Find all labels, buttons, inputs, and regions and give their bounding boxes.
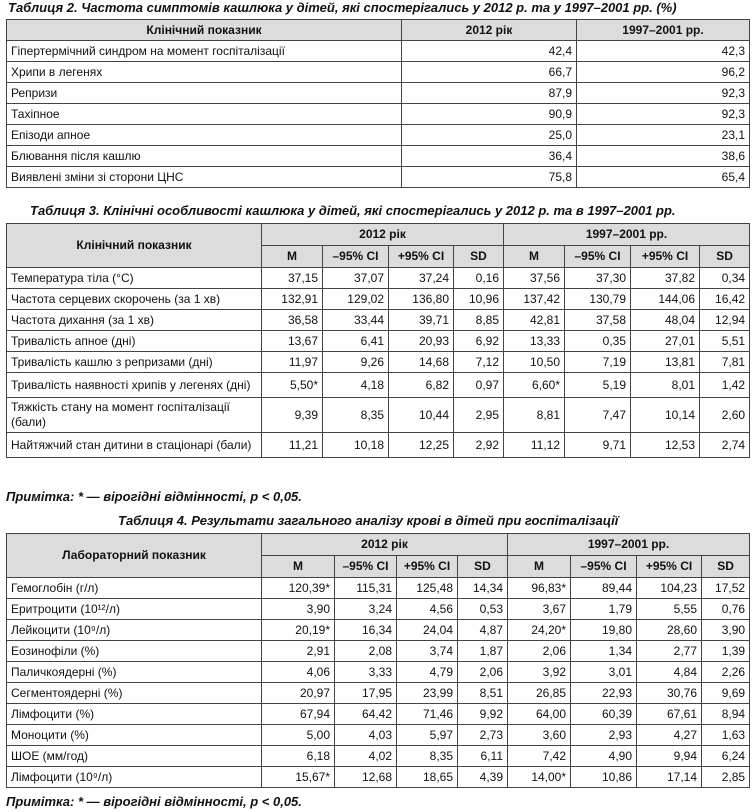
table4-cell: 1,87 xyxy=(458,641,508,662)
table3-row-label: Тривалість апное (дні) xyxy=(7,331,262,352)
table4-cell: 2,08 xyxy=(335,641,397,662)
table3-cell: 12,94 xyxy=(700,310,750,331)
table4-cell: 20,97 xyxy=(262,683,335,704)
table3-row-label: Тяжкість стану на момент госпіталізації (бали) xyxy=(7,398,262,433)
table3-cell: 13,81 xyxy=(631,352,700,373)
table3-cell: 144,06 xyxy=(631,289,700,310)
table4-cell: 115,31 xyxy=(335,578,397,599)
table3-cell: 5,51 xyxy=(700,331,750,352)
table4-cell: 24,04 xyxy=(397,620,458,641)
table4-cell: 104,23 xyxy=(637,578,702,599)
table3-cell: 27,01 xyxy=(631,331,700,352)
table4-cell: 8,51 xyxy=(458,683,508,704)
table2-cell: 65,4 xyxy=(577,167,750,188)
table2-header-1997: 1997–2001 рр. xyxy=(577,20,750,41)
table4-cell: 28,60 xyxy=(637,620,702,641)
table3-cell: 0,35 xyxy=(565,331,631,352)
table3-row-label: Частота серцевих скорочень (за 1 хв) xyxy=(7,289,262,310)
table3-cell: 2,95 xyxy=(454,398,504,433)
table4-subheader: –95% CI xyxy=(571,556,637,578)
table4-cell: 2,06 xyxy=(458,662,508,683)
table2-header-label: Клінічний показник xyxy=(7,20,402,41)
table3-cell: 8,35 xyxy=(323,398,389,433)
table4-cell: 125,48 xyxy=(397,578,458,599)
table3-cell: 10,14 xyxy=(631,398,700,433)
table3-cell: 9,71 xyxy=(565,433,631,458)
table4-subheader: M xyxy=(508,556,571,578)
table3 xyxy=(6,223,750,458)
table4-cell: 16,34 xyxy=(335,620,397,641)
table3-cell: 12,25 xyxy=(389,433,454,458)
table4-cell: 60,39 xyxy=(571,704,637,725)
table4-subheader: M xyxy=(262,556,335,578)
table4-cell: 3,92 xyxy=(508,662,571,683)
table2-row-label: Тахіпное xyxy=(7,104,402,125)
table3-row-label: Температура тіла (°С) xyxy=(7,268,262,289)
table4-note: Примітка: * — вірогідні відмінності, p < 0,05. xyxy=(6,794,302,809)
table3-cell: 0,34 xyxy=(700,268,750,289)
table4-cell: 26,85 xyxy=(508,683,571,704)
table3-cell: 37,58 xyxy=(565,310,631,331)
table4-cell: 89,44 xyxy=(571,578,637,599)
table3-cell: 2,60 xyxy=(700,398,750,433)
table4-subheader: –95% CI xyxy=(335,556,397,578)
table4-subheader: SD xyxy=(458,556,508,578)
table3-row-label: Тривалість кашлю з репризами (дні) xyxy=(7,352,262,373)
table4-cell: 9,69 xyxy=(702,683,750,704)
table4-header-row xyxy=(7,534,750,556)
table4-cell: 67,94 xyxy=(262,704,335,725)
table3-row xyxy=(7,289,750,310)
table3-group-1997: 1997–2001 рр. xyxy=(504,224,750,246)
table2-cell: 38,6 xyxy=(577,146,750,167)
table3-row xyxy=(7,373,750,398)
table3-cell: 8,85 xyxy=(454,310,504,331)
table4-subheader: SD xyxy=(702,556,750,578)
table4-cell: 4,84 xyxy=(637,662,702,683)
table3-subheader: M xyxy=(504,246,565,268)
table4-cell: 17,52 xyxy=(702,578,750,599)
table3-cell: 7,12 xyxy=(454,352,504,373)
table4-cell: 14,34 xyxy=(458,578,508,599)
table2-row xyxy=(7,146,750,167)
table3-cell: 37,15 xyxy=(262,268,323,289)
table4-row-label: Еозинофіли (%) xyxy=(7,641,262,662)
table4-cell: 4,06 xyxy=(262,662,335,683)
table4-row xyxy=(7,725,750,746)
table4-cell: 1,39 xyxy=(702,641,750,662)
table4-header-label: Лабораторний показник xyxy=(7,534,262,578)
table3-cell: 8,81 xyxy=(504,398,565,433)
table3-row xyxy=(7,331,750,352)
table4-cell: 30,76 xyxy=(637,683,702,704)
table3-cell: 6,60* xyxy=(504,373,565,398)
table4-cell: 64,00 xyxy=(508,704,571,725)
table4-cell: 5,55 xyxy=(637,599,702,620)
table4-cell: 4,02 xyxy=(335,746,397,767)
table4-cell: 5,97 xyxy=(397,725,458,746)
table2-row xyxy=(7,41,750,62)
table4-cell: 3,67 xyxy=(508,599,571,620)
table4-cell: 2,93 xyxy=(571,725,637,746)
table4-cell: 4,90 xyxy=(571,746,637,767)
table3-cell: 6,41 xyxy=(323,331,389,352)
table2-cell: 92,3 xyxy=(577,104,750,125)
table4-cell: 6,11 xyxy=(458,746,508,767)
table4-row xyxy=(7,599,750,620)
table4-cell: 3,60 xyxy=(508,725,571,746)
table4-cell: 5,00 xyxy=(262,725,335,746)
table2-row xyxy=(7,104,750,125)
table3-cell: 7,19 xyxy=(565,352,631,373)
table4-row-label: Сегментоядерні (%) xyxy=(7,683,262,704)
table3-subheader: –95% CI xyxy=(323,246,389,268)
table4-cell: 4,39 xyxy=(458,767,508,788)
table4-cell: 71,46 xyxy=(397,704,458,725)
table3-cell: 9,26 xyxy=(323,352,389,373)
table4-cell: 8,35 xyxy=(397,746,458,767)
table4-cell: 2,91 xyxy=(262,641,335,662)
table4-cell: 3,90 xyxy=(702,620,750,641)
table3-cell: 136,80 xyxy=(389,289,454,310)
table2-cell: 25,0 xyxy=(402,125,577,146)
table4-row-label: Гемоглобін (г/л) xyxy=(7,578,262,599)
table4-cell: 18,65 xyxy=(397,767,458,788)
table2-cell: 92,3 xyxy=(577,83,750,104)
table4-cell: 2,06 xyxy=(508,641,571,662)
table2-cell: 23,1 xyxy=(577,125,750,146)
table4-cell: 3,33 xyxy=(335,662,397,683)
table4-row xyxy=(7,620,750,641)
table3-cell: 7,81 xyxy=(700,352,750,373)
table3-cell: 0,16 xyxy=(454,268,504,289)
table3-cell: 10,18 xyxy=(323,433,389,458)
table3-note: Примітка: * — вірогідні відмінності, p < 0,05. xyxy=(6,489,302,504)
table4-cell: 7,42 xyxy=(508,746,571,767)
table4-cell: 1,63 xyxy=(702,725,750,746)
table2-row xyxy=(7,83,750,104)
table2 xyxy=(6,19,750,188)
table4-cell: 0,53 xyxy=(458,599,508,620)
table4-cell: 14,00* xyxy=(508,767,571,788)
table2-cell: 87,9 xyxy=(402,83,577,104)
table3-cell: 37,56 xyxy=(504,268,565,289)
table4-row xyxy=(7,683,750,704)
table2-row xyxy=(7,62,750,83)
table2-row xyxy=(7,167,750,188)
table3-cell: 20,93 xyxy=(389,331,454,352)
table3-cell: 11,12 xyxy=(504,433,565,458)
table4-cell: 8,94 xyxy=(702,704,750,725)
table3-cell: 13,33 xyxy=(504,331,565,352)
table4-cell: 67,61 xyxy=(637,704,702,725)
table4-row xyxy=(7,578,750,599)
table3-cell: 42,81 xyxy=(504,310,565,331)
table3-cell: 12,53 xyxy=(631,433,700,458)
table4-cell: 2,26 xyxy=(702,662,750,683)
table4-cell: 4,03 xyxy=(335,725,397,746)
table4-cell: 3,90 xyxy=(262,599,335,620)
table2-header-row xyxy=(7,20,750,41)
table4-group-1997: 1997–2001 рр. xyxy=(508,534,750,556)
table2-cell: 75,8 xyxy=(402,167,577,188)
table3-row xyxy=(7,433,750,458)
table3-cell: 5,19 xyxy=(565,373,631,398)
table4-row-label: Лейкоцити (10⁹/л) xyxy=(7,620,262,641)
table2-caption: Таблиця 2. Частота симптомів кашлюка у дітей, які спостерігались у 2012 р. та у 1997–2001 рр. (%) xyxy=(8,0,677,15)
table3-cell: 11,97 xyxy=(262,352,323,373)
table3-subheader: SD xyxy=(700,246,750,268)
table3-header-row xyxy=(7,224,750,246)
table4-cell: 0,76 xyxy=(702,599,750,620)
table3-cell: 2,92 xyxy=(454,433,504,458)
table3-cell: 5,50* xyxy=(262,373,323,398)
table3-cell: 48,04 xyxy=(631,310,700,331)
table3-caption: Таблиця 3. Клінічні особливості кашлюка у дітей, які спостерігались у 2012 р. та в 1997–2001 рр. xyxy=(30,203,676,218)
table3-row-label: Найтяжчий стан дитини в стаціонарі (бали) xyxy=(7,433,262,458)
table4-subheader: +95% CI xyxy=(637,556,702,578)
table4-cell: 19,80 xyxy=(571,620,637,641)
table4-cell: 12,68 xyxy=(335,767,397,788)
table4-row xyxy=(7,641,750,662)
table4-cell: 9,92 xyxy=(458,704,508,725)
table4-cell: 4,87 xyxy=(458,620,508,641)
table2-cell: 42,4 xyxy=(402,41,577,62)
table3-row-label: Частота дихання (за 1 хв) xyxy=(7,310,262,331)
table4-cell: 6,18 xyxy=(262,746,335,767)
table3-row xyxy=(7,268,750,289)
table4-cell: 96,83* xyxy=(508,578,571,599)
table3-cell: 0,97 xyxy=(454,373,504,398)
table3-cell: 137,42 xyxy=(504,289,565,310)
table2-row-label: Хрипи в легенях xyxy=(7,62,402,83)
table3-cell: 129,02 xyxy=(323,289,389,310)
table4-row-label: Паличкоядерні (%) xyxy=(7,662,262,683)
table4-caption: Таблиця 4. Результати загального аналізу крові в дітей при госпіталізації xyxy=(118,513,619,528)
table3-subheader: +95% CI xyxy=(631,246,700,268)
table4-row-label: Еритроцити (10¹²/л) xyxy=(7,599,262,620)
table3-cell: 2,74 xyxy=(700,433,750,458)
table3-cell: 130,79 xyxy=(565,289,631,310)
table4-subheader: +95% CI xyxy=(397,556,458,578)
table4-row-label: ШОЕ (мм/год) xyxy=(7,746,262,767)
table4-body xyxy=(7,578,750,788)
table3-header-label: Клінічний показник xyxy=(7,224,262,268)
table4-cell: 10,86 xyxy=(571,767,637,788)
table4-group-2012: 2012 рік xyxy=(262,534,508,556)
table4-cell: 2,85 xyxy=(702,767,750,788)
table4-cell: 24,20* xyxy=(508,620,571,641)
table4-cell: 2,73 xyxy=(458,725,508,746)
table4-cell: 15,67* xyxy=(262,767,335,788)
table3-cell: 10,44 xyxy=(389,398,454,433)
table2-row-label: Репризи xyxy=(7,83,402,104)
table3-group-2012: 2012 рік xyxy=(262,224,504,246)
table4-cell: 4,27 xyxy=(637,725,702,746)
table2-header-2012: 2012 рік xyxy=(402,20,577,41)
table3-row xyxy=(7,352,750,373)
table3-cell: 39,71 xyxy=(389,310,454,331)
table2-cell: 90,9 xyxy=(402,104,577,125)
table3-cell: 36,58 xyxy=(262,310,323,331)
table3-subheader: –95% CI xyxy=(565,246,631,268)
table3-cell: 37,07 xyxy=(323,268,389,289)
table4-row xyxy=(7,704,750,725)
table4-row xyxy=(7,746,750,767)
table3-body xyxy=(7,268,750,458)
table4-row xyxy=(7,767,750,788)
table4-cell: 3,24 xyxy=(335,599,397,620)
table3-cell: 4,18 xyxy=(323,373,389,398)
table3-row-label: Тривалість наявності хрипів у легенях (дні) xyxy=(7,373,262,398)
table4-cell: 4,56 xyxy=(397,599,458,620)
table3-cell: 6,92 xyxy=(454,331,504,352)
table2-cell: 96,2 xyxy=(577,62,750,83)
table3-subheader: SD xyxy=(454,246,504,268)
table2-cell: 36,4 xyxy=(402,146,577,167)
table3-cell: 7,47 xyxy=(565,398,631,433)
table2-row-label: Виявлені зміни зі сторони ЦНС xyxy=(7,167,402,188)
table3-cell: 16,42 xyxy=(700,289,750,310)
table3-cell: 11,21 xyxy=(262,433,323,458)
table4-cell: 6,24 xyxy=(702,746,750,767)
table4-cell: 20,19* xyxy=(262,620,335,641)
table4-cell: 120,39* xyxy=(262,578,335,599)
table2-cell: 42,3 xyxy=(577,41,750,62)
table3-cell: 10,50 xyxy=(504,352,565,373)
table4-cell: 2,77 xyxy=(637,641,702,662)
table4-cell: 4,79 xyxy=(397,662,458,683)
table4-cell: 1,34 xyxy=(571,641,637,662)
table3-cell: 10,96 xyxy=(454,289,504,310)
table4-cell: 64,42 xyxy=(335,704,397,725)
table3-subheader: +95% CI xyxy=(389,246,454,268)
table3-cell: 37,30 xyxy=(565,268,631,289)
table2-row xyxy=(7,125,750,146)
table4-cell: 3,74 xyxy=(397,641,458,662)
table4-cell: 22,93 xyxy=(571,683,637,704)
table3-cell: 9,39 xyxy=(262,398,323,433)
table3-cell: 13,67 xyxy=(262,331,323,352)
table2-row-label: Епізоди апное xyxy=(7,125,402,146)
table3-cell: 14,68 xyxy=(389,352,454,373)
table3-cell: 37,24 xyxy=(389,268,454,289)
table2-cell: 66,7 xyxy=(402,62,577,83)
table3-cell: 8,01 xyxy=(631,373,700,398)
table2-row-label: Блювання після кашлю xyxy=(7,146,402,167)
table2-row-label: Гіпертермічний синдром на момент госпіталізації xyxy=(7,41,402,62)
table4-row xyxy=(7,662,750,683)
table4-cell: 9,94 xyxy=(637,746,702,767)
table3-cell: 37,82 xyxy=(631,268,700,289)
table4-cell: 17,95 xyxy=(335,683,397,704)
table3-cell: 6,82 xyxy=(389,373,454,398)
table4-row-label: Лімфоцити (%) xyxy=(7,704,262,725)
table4-cell: 3,01 xyxy=(571,662,637,683)
table4-cell: 17,14 xyxy=(637,767,702,788)
table3-cell: 132,91 xyxy=(262,289,323,310)
table3-cell: 1,42 xyxy=(700,373,750,398)
table4-row-label: Лімфоцити (10⁹/л) xyxy=(7,767,262,788)
table2-body xyxy=(7,41,750,188)
table4 xyxy=(6,533,750,788)
table3-subheader: M xyxy=(262,246,323,268)
table4-cell: 23,99 xyxy=(397,683,458,704)
table3-row xyxy=(7,398,750,433)
table4-row-label: Моноцити (%) xyxy=(7,725,262,746)
table3-cell: 33,44 xyxy=(323,310,389,331)
table3-row xyxy=(7,310,750,331)
table4-cell: 1,79 xyxy=(571,599,637,620)
